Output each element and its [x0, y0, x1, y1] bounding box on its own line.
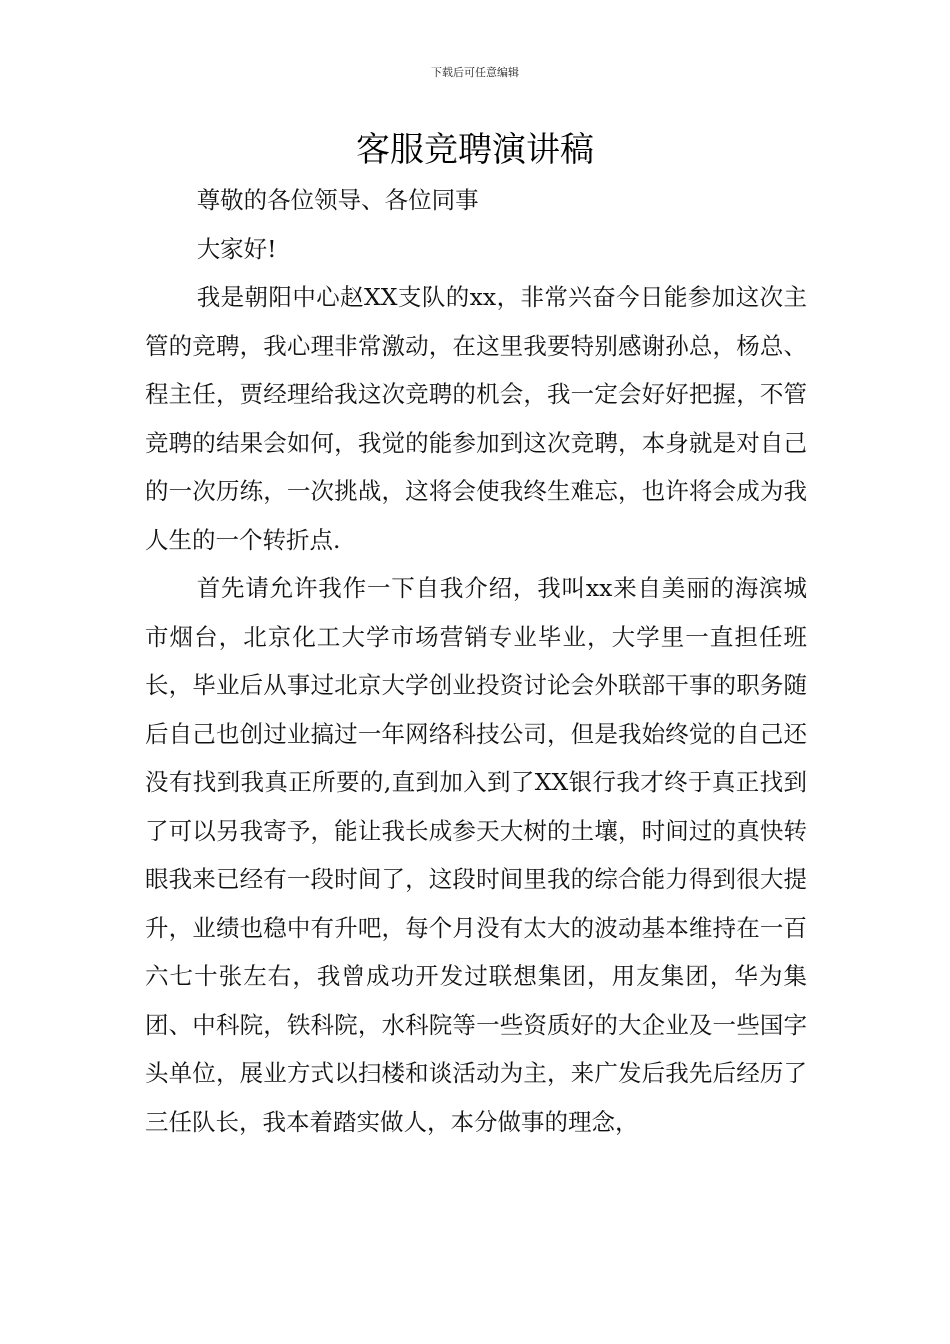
greeting-line: 大家好! [196, 234, 277, 263]
salutation-line: 尊敬的各位领导、各位同事 [196, 186, 479, 214]
body-paragraph: 我是朝阳中心赵XX支队的xx，非常兴奋今日能参加这次主管的竞聘，我心理非常激动，在这里我要特别感谢孙总，杨总、程主任，贾经理给我这次竞聘的机会，我一定会好好把握，不管竞聘的结果会如何，我觉的能参加到这次竞聘，本身就是对自己的一次历练，一次挑战，这将会使我终生难忘，也许将会成为我人生的一个转折点. [145, 283, 807, 554]
document-body [145, 176, 807, 1146]
page-header-note: 下载后可任意编辑 [431, 66, 519, 79]
document-title: 客服竞聘演讲稿 [356, 130, 594, 170]
body-paragraph: 首先请允许我作一下自我介绍，我叫xx来自美丽的海滨城市烟台，北京化工大学市场营销专业毕业，大学里一直担任班长，毕业后从事过北京大学创业投资讨论会外联部干事的职务随后自己也创过业搞过一年网络科技公司，但是我始终觉的自己还没有找到我真正所要的,直到加入到了XX银行我才终于真正找到了可以另我寄予，能让我长成参天大树的土壤，时间过的真快转眼我来已经有一段时间了，这段时间里我的综合能力得到很大提升，业绩也稳中有升吧，每个月没有太大的波动基本维持在一百六七十张左右，我曾成功开发过联想集团，用友集团，华为集团、中科院，铁科院，水科院等一些资质好的大企业及一些国字头单位，展业方式以扫楼和谈活动为主，来广发后我先后经历了三任队长，我本着踏实做人，本分做事的理念， [145, 574, 807, 1136]
